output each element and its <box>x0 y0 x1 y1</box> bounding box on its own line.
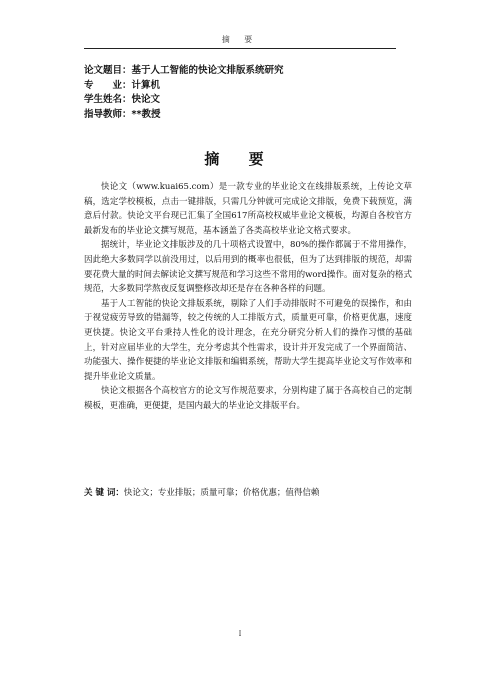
advisor-label: 指导教师： <box>84 108 132 120</box>
major-value: 计算机 <box>131 79 161 91</box>
abstract-paragraph: 快论文（www.kuai65.com）是一款专业的毕业论文在线排版系统，上传论文草稿，选定学校模板，点击一键排版，只需几分钟就可完成论文排版，免费下载预览，满意后付款。快论文平台现已汇集了全国617所高校权威毕业论文模板，均源自各校官方最新发布的毕业论文撰写规范，基本涵盖了各类高校毕业论文格式要求。 <box>84 182 412 236</box>
student-name-value: 快论文 <box>131 94 161 105</box>
keywords-value: 快论文；专业排版；质量可靠；价格优惠；值得信赖 <box>123 488 320 498</box>
page-number: I <box>238 630 242 638</box>
abstract-paragraph: 基于人工智能的快论文排版系统，剔除了人们手动排版时不可避免的误操作，和由于视觉疲劳导致的错漏等，较之传统的人工排版方式，质量更可靠，价格更优惠，速度更快捷。快论文平台秉持人性化的设计理念，在充分研究分析人们的操作习惯的基础上，针对应届毕业的大学生，充分考虑其个性需求，设计并开发完成了一个界面简洁、功能强大、操作便捷的毕业论文排版和编辑系统，帮助大学生提高毕业论文写作效率和提升毕业论文质量。 <box>84 298 412 382</box>
major-row <box>84 79 404 94</box>
running-header: 摘 要 <box>221 35 259 44</box>
advisor-row <box>84 108 404 123</box>
abstract-paragraph: 据统计，毕业论文排版涉及的几十项格式设置中，80%的操作都属于不常用操作，因此绝大多数同学以前没用过，以后用到的概率也很低，但为了达到排版的规范，却需要花费大量的时间去解读论文撰写规范和学习这些不常用的word操作。面对复杂的格式规范，大多数同学熬夜反复调整修改却还是存在各种各样的问题。 <box>84 240 412 295</box>
thesis-info <box>84 64 404 122</box>
major-label: 专 业： <box>84 79 132 91</box>
thesis-title-value: 基于人工智能的快论文排版系统研究 <box>131 65 284 76</box>
advisor-value: **教授 <box>131 108 161 120</box>
abstract-body <box>84 180 412 414</box>
keywords-label: 关 键 词： <box>84 488 124 498</box>
keywords-line <box>84 486 412 500</box>
abstract-paragraph: 快论文根据各个高校官方的论文写作规范要求，分别构建了属于各高校自己的定制模板，更准确，更便捷，是国内最大的毕业论文排版平台。 <box>84 386 412 411</box>
thesis-title-row <box>84 64 404 79</box>
abstract-title: 摘 要 <box>204 150 276 168</box>
thesis-title-label: 论文题目： <box>84 65 132 76</box>
student-name-row <box>84 93 404 108</box>
student-name-label: 学生姓名： <box>84 94 132 105</box>
header-rule <box>84 48 396 49</box>
